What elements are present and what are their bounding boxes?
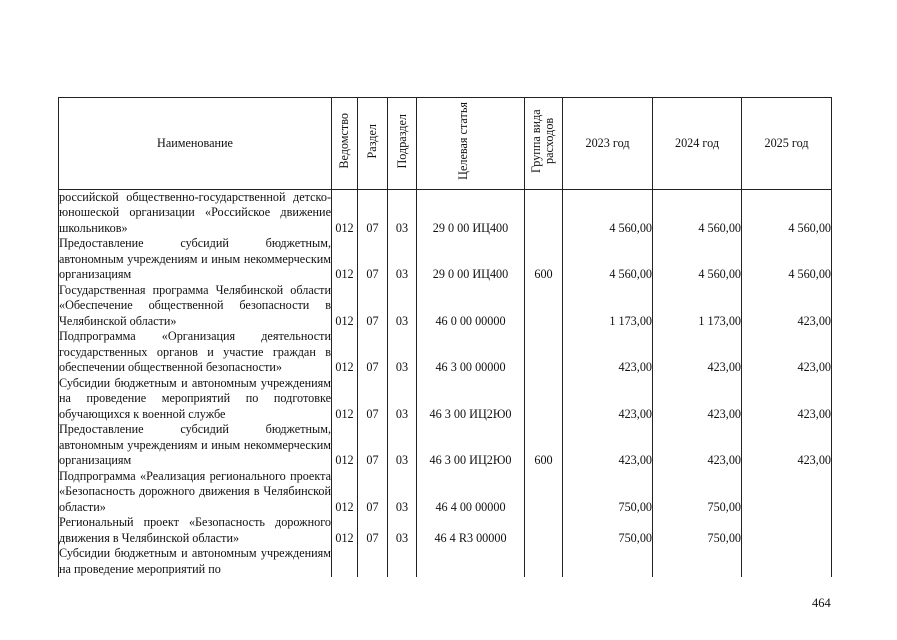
page-number: 464 <box>812 596 831 610</box>
row-2023: 423,00 <box>563 376 653 423</box>
row-razdel: 07 <box>358 376 388 423</box>
header-razdel: Раздел <box>358 98 388 190</box>
row-name: Региональный проект «Безопасность дорожного движения в Челябинской области» <box>59 515 331 545</box>
row-2023: 4 560,00 <box>563 189 653 236</box>
row-vedomstvo: 012 <box>332 515 358 546</box>
table-row <box>59 376 832 423</box>
row-2023: 750,00 <box>563 469 653 516</box>
table-body <box>59 189 832 577</box>
row-2024: 750,00 <box>653 515 742 546</box>
row-vedomstvo: 012 <box>332 189 358 236</box>
row-name: российской общественно-государственной детско-юношеской организации «Российское движение школьников» <box>59 189 331 235</box>
row-2023: 4 560,00 <box>563 236 653 283</box>
row-target: 46 0 00 00000 <box>417 283 525 330</box>
row-podrazdel <box>388 546 417 577</box>
row-2024: 750,00 <box>653 469 742 516</box>
row-podrazdel: 03 <box>388 329 417 376</box>
header-name: Наименование <box>59 98 332 190</box>
row-razdel: 07 <box>358 189 388 236</box>
row-razdel: 07 <box>358 469 388 516</box>
row-group: 600 <box>525 422 563 469</box>
row-vedomstvo: 012 <box>332 422 358 469</box>
row-vedomstvo: 012 <box>332 376 358 423</box>
row-razdel: 07 <box>358 422 388 469</box>
table-row <box>59 236 832 283</box>
row-group <box>525 283 563 330</box>
row-group <box>525 515 563 546</box>
row-razdel: 07 <box>358 515 388 546</box>
header-vedomstvo: Ведомство <box>332 98 358 190</box>
row-name: Субсидии бюджетным и автономным учреждениям на проведение мероприятий по подготовке обучающихся к военной службе <box>59 375 331 421</box>
header-2025: 2025 год <box>742 98 832 190</box>
table-row <box>59 546 832 577</box>
row-2023: 1 173,00 <box>563 283 653 330</box>
row-target: 46 4 R3 00000 <box>417 515 525 546</box>
row-2024: 4 560,00 <box>653 236 742 283</box>
row-group <box>525 189 563 236</box>
budget-table <box>58 97 832 577</box>
row-vedomstvo: 012 <box>332 329 358 376</box>
row-2024: 423,00 <box>653 422 742 469</box>
table-row <box>59 283 832 330</box>
row-2025 <box>742 546 832 577</box>
row-razdel: 07 <box>358 236 388 283</box>
row-name: Субсидии бюджетным и автономным учреждениям на проведение мероприятий по <box>59 546 331 576</box>
table-header-row <box>59 98 832 190</box>
table-row <box>59 422 832 469</box>
row-2024: 423,00 <box>653 329 742 376</box>
table-row <box>59 469 832 516</box>
row-2023: 750,00 <box>563 515 653 546</box>
table-row <box>59 329 832 376</box>
row-group <box>525 546 563 577</box>
row-target: 46 3 00 ИЦ2Ю0 <box>417 422 525 469</box>
row-podrazdel: 03 <box>388 189 417 236</box>
row-target: 46 4 00 00000 <box>417 469 525 516</box>
row-2025: 423,00 <box>742 329 832 376</box>
row-2023: 423,00 <box>563 329 653 376</box>
row-podrazdel: 03 <box>388 469 417 516</box>
row-group <box>525 329 563 376</box>
header-2023: 2023 год <box>563 98 653 190</box>
row-name: Предоставление субсидий бюджетным, автономным учреждениям и иным некоммерческим организациям <box>59 422 331 467</box>
row-razdel: 07 <box>358 283 388 330</box>
row-podrazdel: 03 <box>388 376 417 423</box>
row-podrazdel: 03 <box>388 283 417 330</box>
header-podrazdel: Подраздел <box>388 98 417 190</box>
row-group <box>525 376 563 423</box>
row-2025 <box>742 515 832 546</box>
row-target: 29 0 00 ИЦ400 <box>417 236 525 283</box>
row-target <box>417 546 525 577</box>
row-2025: 423,00 <box>742 376 832 423</box>
row-2023 <box>563 546 653 577</box>
row-2024 <box>653 546 742 577</box>
row-vedomstvo: 012 <box>332 469 358 516</box>
row-podrazdel: 03 <box>388 515 417 546</box>
row-2025: 4 560,00 <box>742 236 832 283</box>
row-name: Предоставление субсидий бюджетным, автономным учреждениям и иным некоммерческим организациям <box>59 236 331 281</box>
row-target: 46 3 00 00000 <box>417 329 525 376</box>
table-row <box>59 515 832 546</box>
row-target: 29 0 00 ИЦ400 <box>417 189 525 236</box>
header-target: Целевая статья <box>417 98 525 190</box>
row-razdel: 07 <box>358 329 388 376</box>
row-2025: 4 560,00 <box>742 189 832 236</box>
row-2024: 1 173,00 <box>653 283 742 330</box>
row-vedomstvo <box>332 546 358 577</box>
header-2024: 2024 год <box>653 98 742 190</box>
table-row <box>59 189 832 236</box>
row-2023: 423,00 <box>563 422 653 469</box>
row-vedomstvo: 012 <box>332 283 358 330</box>
row-name: Государственная программа Челябинской области «Обеспечение общественной безопасности в Челябинской области» <box>59 282 331 328</box>
row-2024: 4 560,00 <box>653 189 742 236</box>
row-group <box>525 469 563 516</box>
row-2025: 423,00 <box>742 283 832 330</box>
row-podrazdel: 03 <box>388 422 417 469</box>
row-2025: 423,00 <box>742 422 832 469</box>
row-2025 <box>742 469 832 516</box>
row-podrazdel: 03 <box>388 236 417 283</box>
row-2024: 423,00 <box>653 376 742 423</box>
row-group: 600 <box>525 236 563 283</box>
row-vedomstvo: 012 <box>332 236 358 283</box>
row-target: 46 3 00 ИЦ2Ю0 <box>417 376 525 423</box>
row-name: Подпрограмма «Реализация регионального проекта «Безопасность дорожного движения в Челябинской области» <box>59 468 331 514</box>
header-group: Группа вида расходов <box>525 98 563 190</box>
row-razdel <box>358 546 388 577</box>
row-name: Подпрограмма «Организация деятельности государственных органов и участие граждан в обеспечении общественной безопасности» <box>59 329 331 374</box>
